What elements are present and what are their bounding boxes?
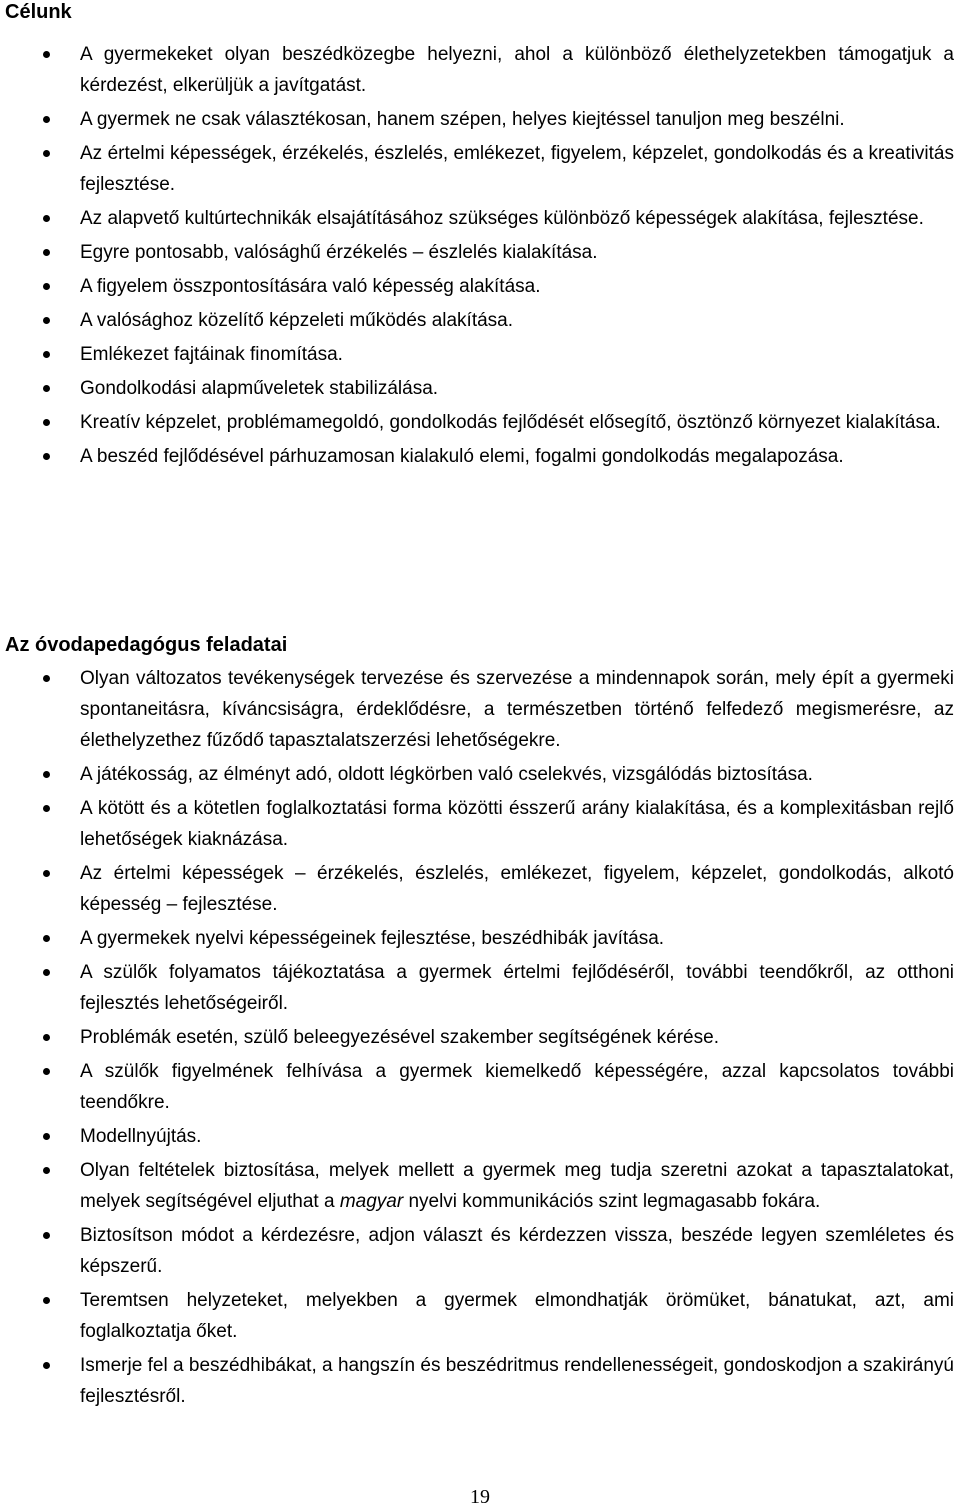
bullet-icon bbox=[43, 453, 50, 460]
list-item bbox=[0, 203, 960, 234]
list-item-text: Gondolkodási alapműveletek stabilizálása. bbox=[80, 378, 439, 399]
bullet-icon bbox=[43, 771, 50, 778]
bullet-icon bbox=[43, 1133, 50, 1140]
list-item-text: A gyermek ne csak választékosan, hanem szépen, helyes kiejtéssel tanuljon meg beszélni. bbox=[80, 109, 845, 130]
list-item-text: Biztosítson módot a kérdezésre, adjon választ és kérdezzen vissza, beszéde legyen szemléletes és képszerű. bbox=[80, 1225, 954, 1277]
bullet-icon bbox=[43, 385, 50, 392]
list-item bbox=[0, 237, 960, 268]
bullet-icon bbox=[43, 1068, 50, 1075]
emphasis-magyar: magyar bbox=[339, 1191, 404, 1212]
list-item bbox=[0, 138, 960, 200]
list-item-text: A gyermekek nyelvi képességeinek fejlesztése, beszédhibák javítása. bbox=[80, 928, 665, 949]
list-item-text: Ismerje fel a beszédhibákat, a hangszín és beszédritmus rendellenességeit, gondoskodjon a szakirányú fejlesztésről. bbox=[80, 1355, 954, 1407]
tasks-list bbox=[0, 663, 960, 1415]
list-item bbox=[0, 793, 960, 855]
list-item-text: Problémák esetén, szülő beleegyezésével szakember segítségének kérése. bbox=[80, 1027, 719, 1048]
list-item bbox=[0, 1220, 960, 1282]
bullet-icon bbox=[43, 351, 50, 358]
bullet-icon bbox=[43, 116, 50, 123]
list-item-text: Az értelmi képességek – érzékelés, észlelés, emlékezet, figyelem, képzelet, gondolkodás, alkotó képesség – fejlesztése. bbox=[80, 863, 954, 915]
list-item bbox=[0, 1056, 960, 1118]
bullet-icon bbox=[43, 1167, 50, 1174]
bullet-icon bbox=[43, 969, 50, 976]
bullet-icon bbox=[43, 1297, 50, 1304]
bullet-icon bbox=[43, 283, 50, 290]
list-item bbox=[0, 1350, 960, 1412]
list-item-text: Kreatív képzelet, problémamegoldó, gondolkodás fejlődését elősegítő, ösztönző környezet kialakítása. bbox=[80, 412, 941, 433]
page-number: 19 bbox=[470, 1486, 490, 1508]
list-item bbox=[0, 305, 960, 336]
bullet-icon bbox=[43, 1232, 50, 1239]
bullet-icon bbox=[43, 249, 50, 256]
list-item bbox=[0, 104, 960, 135]
list-item bbox=[0, 858, 960, 920]
list-item bbox=[0, 1022, 960, 1053]
list-item-text: Egyre pontosabb, valósághű érzékelés – észlelés kialakítása. bbox=[80, 242, 598, 263]
list-item-text: Olyan változatos tevékenységek tervezése és szervezése a mindennapok során, mely épít a gyermeki spontaneitásra, kíváncsiságra, érdeklődésre, a természetben történő felfedező megismerésre, az élethelyzethez fűződő tapasztalatszerzési lehetőségekre. bbox=[80, 668, 954, 751]
list-item bbox=[0, 407, 960, 438]
list-item-text: A játékosság, az élményt adó, oldott légkörben való cselekvés, vizsgálódás biztosítása. bbox=[80, 764, 813, 785]
goals-list bbox=[0, 39, 960, 475]
bullet-icon bbox=[43, 215, 50, 222]
list-item bbox=[0, 957, 960, 1019]
list-item bbox=[0, 759, 960, 790]
list-item-text: A kötött és a kötetlen foglalkoztatási forma közötti ésszerű arány kialakítása, és a komplexitásban rejlő lehetőségek kiaknázása. bbox=[80, 798, 954, 850]
list-item-text: A szülők figyelmének felhívása a gyermek kiemelkedő képességére, azzal kapcsolatos további teendőkre. bbox=[80, 1061, 954, 1113]
bullet-icon bbox=[43, 870, 50, 877]
list-item-text: A figyelem összpontosítására való képesség alakítása. bbox=[80, 276, 541, 297]
section-heading-ovodapedagogus-feladatai: Az óvodapedagógus feladatai bbox=[5, 634, 288, 656]
bullet-icon bbox=[43, 317, 50, 324]
list-item bbox=[0, 39, 960, 101]
list-item bbox=[0, 271, 960, 302]
section-heading-celunk: Célunk bbox=[5, 1, 72, 23]
list-item-text: Az alapvető kultúrtechnikák elsajátításához szükséges különböző képességek alakítása, fejlesztése. bbox=[80, 208, 924, 229]
bullet-icon bbox=[43, 675, 50, 682]
list-item-text: Teremtsen helyzeteket, melyekben a gyermek elmondhatják örömüket, bánatukat, azt, ami foglalkoztatja őket. bbox=[80, 1290, 954, 1342]
list-item-text: Az értelmi képességek, érzékelés, észlelés, emlékezet, figyelem, képzelet, gondolkodás és a kreativitás fejlesztése. bbox=[80, 143, 954, 195]
list-item-text: Modellnyújtás. bbox=[80, 1126, 202, 1147]
list-item-text: Emlékezet fajtáinak finomítása. bbox=[80, 344, 343, 365]
list-item bbox=[0, 663, 960, 756]
list-item bbox=[0, 1285, 960, 1347]
list-item-text: A szülők folyamatos tájékoztatása a gyermek értelmi fejlődéséről, további teendőkről, az otthoni fejlesztés lehetőségeiről. bbox=[80, 962, 954, 1014]
bullet-icon bbox=[43, 1034, 50, 1041]
bullet-icon bbox=[43, 150, 50, 157]
list-item-text: A valósághoz közelítő képzeleti működés alakítása. bbox=[80, 310, 514, 331]
list-item-text: A gyermekeket olyan beszédközegbe helyezni, ahol a különböző élethelyzetekben támogatjuk a kérdezést, elkerüljük a javítgatást. bbox=[80, 44, 954, 96]
list-item bbox=[0, 441, 960, 472]
list-item bbox=[0, 373, 960, 404]
list-item bbox=[0, 923, 960, 954]
bullet-icon bbox=[43, 935, 50, 942]
list-item bbox=[0, 1121, 960, 1152]
list-item-text: A beszéd fejlődésével párhuzamosan kialakuló elemi, fogalmi gondolkodás megalapozása. bbox=[80, 446, 844, 467]
list-item bbox=[0, 339, 960, 370]
bullet-icon bbox=[43, 1362, 50, 1369]
bullet-icon bbox=[43, 805, 50, 812]
list-item-text: Olyan feltételek biztosítása, melyek mellett a gyermek meg tudja szeretni azokat a tapasztalatokat, melyek segítségével eljuthat a magyar nyelvi kommunikációs szint legmagasabb fokára. bbox=[80, 1160, 954, 1212]
list-item bbox=[0, 1155, 960, 1217]
bullet-icon bbox=[43, 419, 50, 426]
bullet-icon bbox=[43, 51, 50, 58]
